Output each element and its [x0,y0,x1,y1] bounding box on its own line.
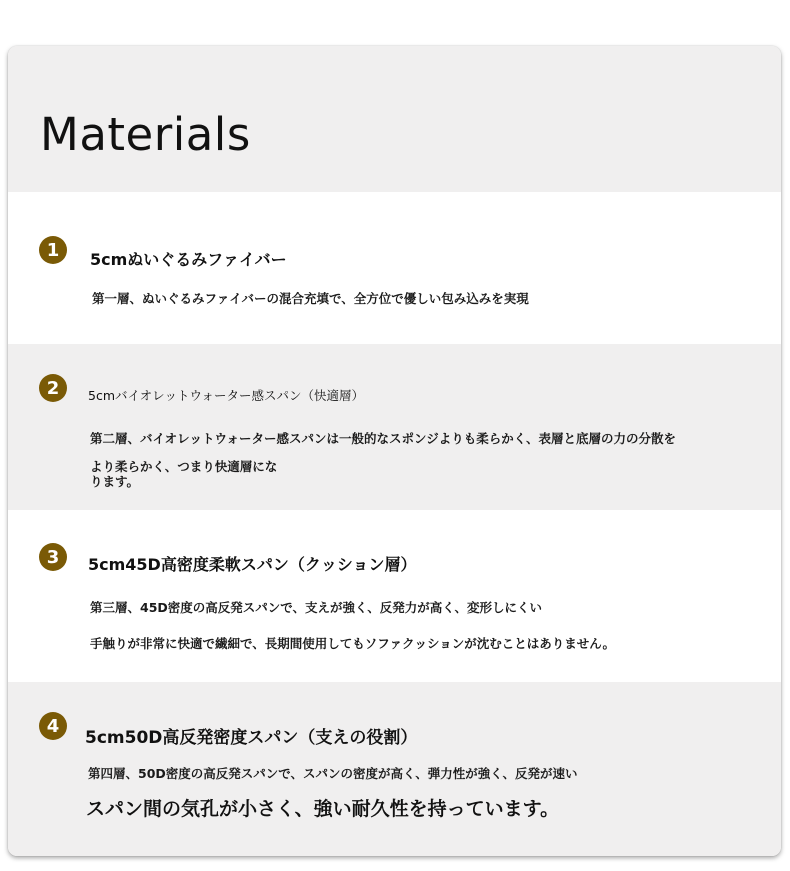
item-2-line-2: より柔らかく、つまり快適層にな [90,459,278,474]
item-1-line-1: 第一層、ぬいぐるみファイバーの混合充填で、全方位で優しい包み込みを実現 [92,291,529,306]
materials-card [8,46,781,856]
number-badge-3: 3 [39,543,67,571]
item-2-line-1: 第二層、バイオレットウォーター感スパンは一般的なスポンジよりも柔らかく、表層と底層の力の分散を [90,431,676,446]
item-3-line-2: 手触りが非常に快適で繊細で、長期間使用してもソファクッションが沈むことはありません。 [90,636,616,651]
number-badge-1: 1 [39,236,67,264]
item-1-heading: 5cmぬいぐるみファイバー [90,250,287,269]
item-2-line-3: ります。 [90,474,140,489]
item-3-line-1: 第三層、45D密度の高反発スパンで、支えが強く、反発力が高く、変形しにくい [90,600,543,615]
item-4-line-1: 第四層、50D密度の高反発スパンで、スパンの密度が高く、弾力性が強く、反発が速い [88,766,578,781]
page-title: Materials [40,108,251,161]
material-item-1 [8,192,781,344]
item-4-heading: 5cm50D高反発密度スパン（支えの役割） [85,728,418,748]
item-2-heading: 5cmバイオレットウォーター感スパン（快適層） [88,388,365,403]
material-item-4 [8,682,781,856]
item-4-line-2: スパン間の気孔が小さく、強い耐久性を持っています。 [86,798,560,820]
number-badge-4: 4 [39,712,67,740]
material-item-2 [8,344,781,510]
item-3-heading: 5cm45D高密度柔軟スパン（クッション層） [88,555,417,574]
number-badge-2: 2 [39,374,67,402]
materials-header [8,46,781,192]
material-item-3 [8,510,781,682]
